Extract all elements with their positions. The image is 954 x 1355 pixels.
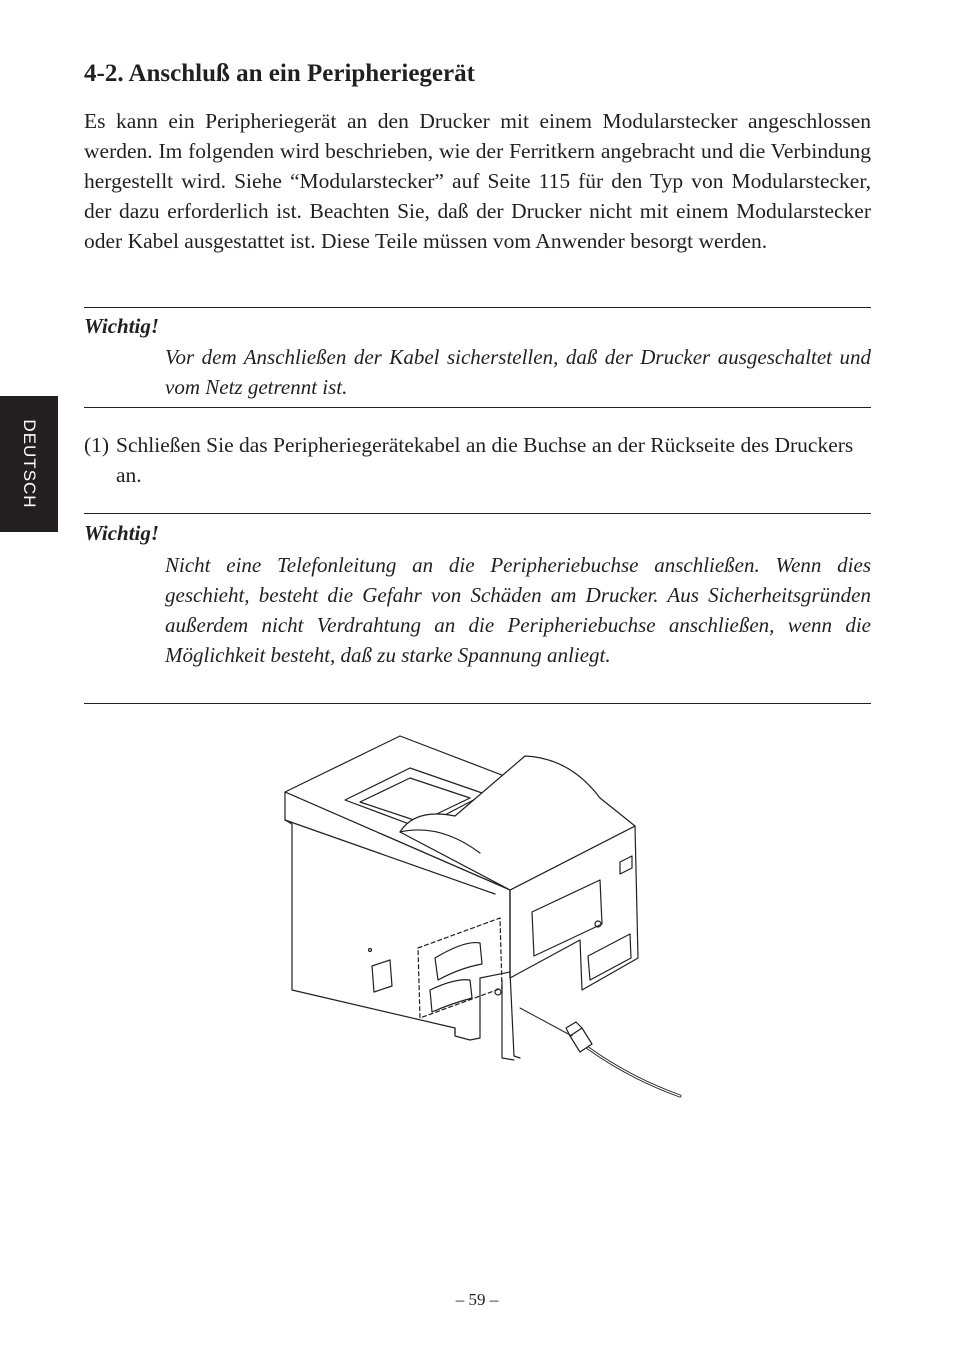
warning1-text: Vor dem Anschließen der Kabel sicherstellen, daß der Drucker ausgeschaltet und vom Netz getrennt ist.: [165, 345, 871, 399]
warning1-bottom-rule: [84, 407, 871, 408]
warning1-top-rule: [84, 307, 871, 308]
warning2-bottom-rule: [84, 703, 871, 704]
warning2-text: Nicht eine Telefonleitung an die Peripheriebuchse anschließen. Wenn dies geschieht, besteht die Gefahr von Schäden am Drucker. Aus Sicherheitsgründen außerdem nicht Verdrahtung an die Peripheriebuchse anschließen, wenn die Möglichkeit besteht, daß zu starke Spannung anliegt.: [165, 553, 871, 667]
step1-number: (1): [84, 433, 110, 457]
section-heading: 4-2. Anschluß an ein Peripheriegerät: [84, 60, 475, 87]
peripheral-cable: [588, 1048, 680, 1096]
intro-paragraph: Es kann ein Peripheriegerät an den Drucker mit einem Modularstecker angeschlossen werden. Im folgenden wird beschrieben, wie der Ferritkern angebracht und die Verbindung hergestellt wird. Siehe “Modularstecker” auf Seite 115 für den Typ von Modularstecker, der dazu erforderlich ist. Beachten Sie, daß der Drucker nicht mit einem Modularstecker oder Kabel ausgestattet ist. Diese Teile müssen vom Anwender besorgt werden.: [84, 109, 871, 253]
step1-text: Schließen Sie das Peripheriegerätekabel an die Buchse an der Rückseite des Druckers an.: [116, 433, 854, 487]
page-number: – 59 –: [455, 1290, 499, 1309]
language-side-tab: [0, 396, 58, 532]
warning1-label: Wichtig!: [84, 314, 160, 338]
warning2-label: Wichtig!: [84, 521, 160, 545]
warning2-top-rule: [84, 513, 871, 514]
language-side-tab-label: DEUTSCH: [20, 419, 39, 509]
printer-rear-illustration: [270, 728, 690, 1108]
